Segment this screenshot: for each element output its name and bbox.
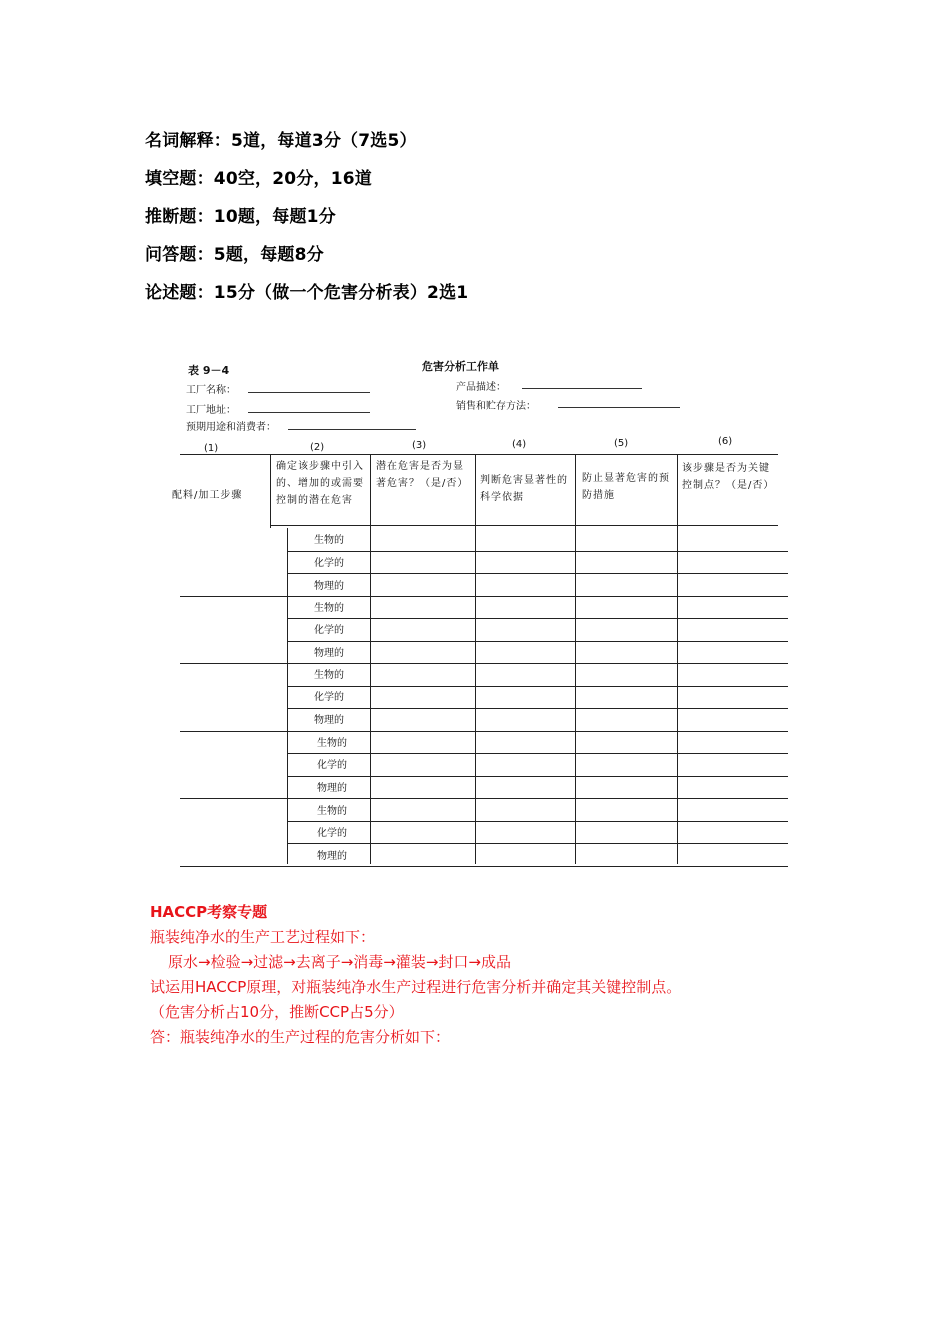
row-rule [287,686,788,687]
row-rule [287,843,788,844]
factory-addr-blank [248,412,370,413]
haccp-process-flow: 原水→检验→过滤→去离子→消毒→灌装→封口→成品 [168,953,511,971]
row-rule [287,708,788,709]
hazard-type-label: 化学的 [314,692,344,703]
exam-line-essay: 论述题：15分（做一个危害分析表）2选1 [145,283,469,303]
sale-storage-blank [558,407,680,408]
hazard-type-label: 化学的 [317,828,347,839]
group-separator-rule [180,596,788,597]
header-significant: 潜在危害是否为显著危害？（是/否） [376,461,469,489]
row-rule [287,753,788,754]
hazard-type-label: 物理的 [314,581,344,592]
col-divider-1 [287,528,288,864]
hazard-type-label: 化学的 [317,760,347,771]
hazard-type-label: 生物的 [317,806,347,817]
hazard-type-label: 化学的 [314,558,344,569]
col-number-3: (3) [412,440,427,451]
header-bottom-rule [270,525,778,526]
col-divider-2 [370,454,371,864]
exam-line-fill-blank: 填空题：40空，20分，16道 [145,169,372,189]
row-rule [287,776,788,777]
product-desc-label: 产品描述： [456,382,506,393]
col-number-2: (2) [310,442,325,453]
factory-name-blank [248,392,370,393]
hazard-type-label: 生物的 [314,535,344,546]
group-separator-rule [180,663,788,664]
col-divider-3 [475,454,476,864]
hazard-type-label: 生物的 [317,738,347,749]
row-rule [287,618,788,619]
row-rule [287,821,788,822]
worksheet-title: 危害分析工作单 [422,360,499,373]
haccp-question: 试运用HACCP原理，对瓶装纯净水生产过程进行危害分析并确定其关键控制点。 [150,978,682,996]
group-separator-rule [180,866,788,867]
col-number-4: (4) [512,439,527,450]
exam-line-judgement: 推断题：10题，每题1分 [145,207,336,227]
haccp-intro: 瓶装纯净水的生产工艺过程如下： [150,928,376,946]
factory-addr-label: 工厂地址： [186,405,236,416]
col-number-6: (6) [718,436,733,447]
haccp-heading: HACCP考察专题 [150,903,268,921]
header-preventive: 防止显著危害的预防措施 [582,473,670,501]
usage-consumer-label: 预期用途和消费者： [186,422,276,433]
group-separator-rule [180,798,788,799]
header-scientific-basis: 判断危害显著性的科学依据 [480,475,568,503]
col-divider-4 [575,454,576,864]
row-rule [287,551,788,552]
product-desc-blank [522,388,642,389]
hazard-type-label: 生物的 [314,670,344,681]
haccp-scoring: （危害分析占10分，推断CCP占5分） [150,1003,404,1021]
hazard-type-label: 物理的 [317,783,347,794]
table-number: 表 9－4 [188,364,230,377]
hazard-type-label: 生物的 [314,603,344,614]
col-number-1: (1) [204,443,219,454]
exam-line-qa: 问答题：5题，每题8分 [145,245,324,265]
col-divider-5 [677,454,678,864]
hazard-type-label: 物理的 [314,648,344,659]
hazard-type-label: 物理的 [317,851,347,862]
header-hazard-identify: 确定该步骤中引入的、增加的或需要控制的潜在危害 [276,461,364,506]
haccp-answer: 答：瓶装纯净水的生产过程的危害分析如下： [150,1028,451,1046]
hazard-analysis-worksheet [170,350,800,870]
usage-consumer-blank [288,429,416,430]
col-divider-1-header [270,454,271,528]
group-separator-rule [180,731,788,732]
factory-name-label: 工厂名称： [186,385,236,396]
hazard-type-label: 物理的 [314,715,344,726]
row-rule [287,641,788,642]
exam-line-term-definition: 名词解释：5道，每道3分（7选5） [145,131,417,151]
col-number-5: (5) [614,438,629,449]
sale-storage-label: 销售和贮存方法： [456,401,536,412]
row-rule [287,573,788,574]
header-ccp: 该步骤是否为关键控制点？（是/否） [682,463,775,491]
header-step: 配料/加工步骤 [172,490,243,501]
hazard-type-label: 化学的 [314,625,344,636]
